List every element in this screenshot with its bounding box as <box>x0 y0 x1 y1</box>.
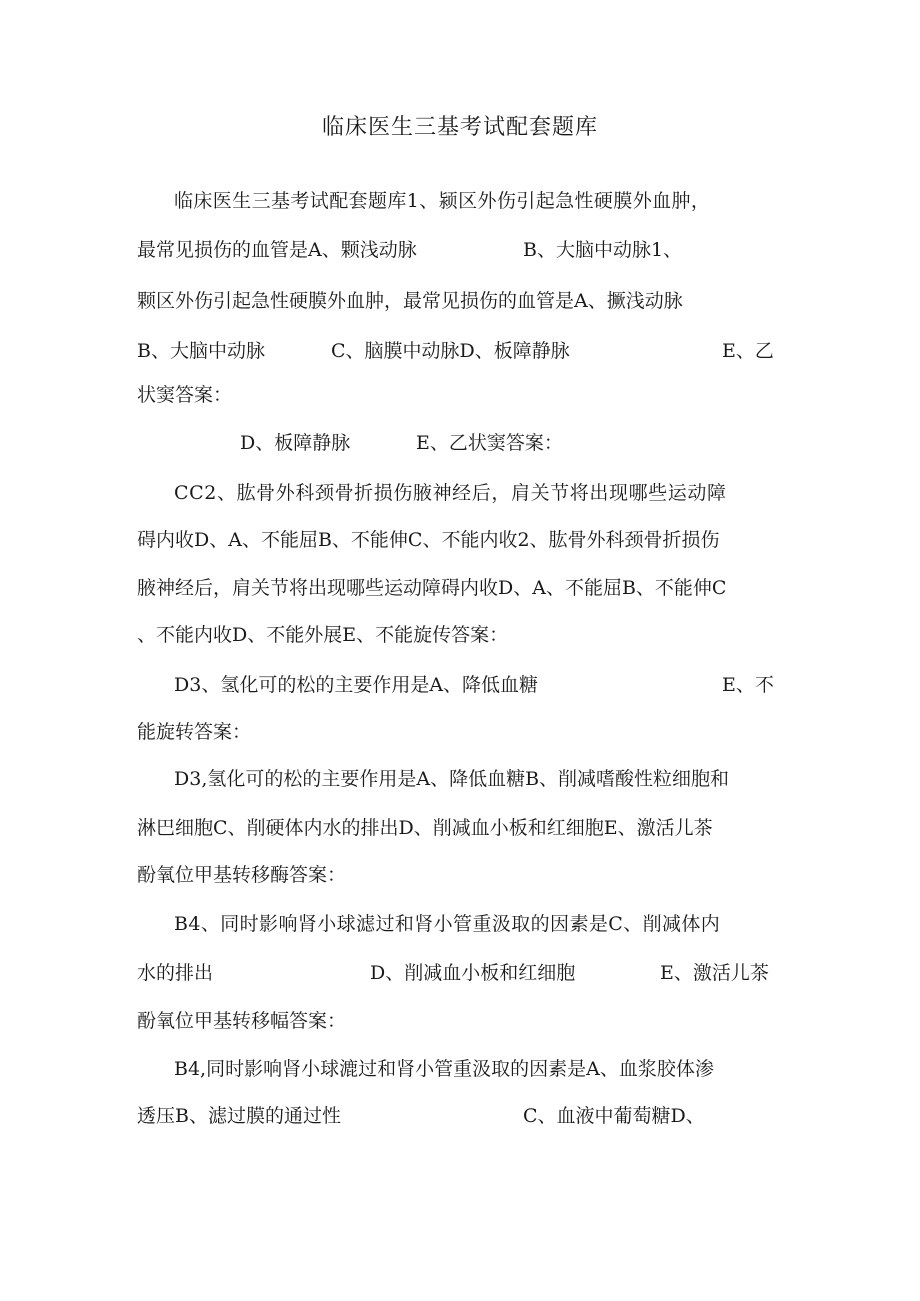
text-line: E、激活儿茶 <box>660 962 769 984</box>
text-line: E、乙 <box>722 340 774 362</box>
text-line: 酚氧位甲基转移酶答案： <box>137 864 347 886</box>
text-line: C、脑膜中动脉D、板障静脉 <box>331 340 570 362</box>
text-line: 腋神经后，肩关节将出现哪些运动障碍内收D、A、不能屈B、不能伸C <box>137 577 727 599</box>
text-line: B、大脑中动脉1、 <box>523 239 683 261</box>
text-line: 透压B、滤过膜的通过性 <box>137 1105 341 1127</box>
text-line: 颗区外伤引起急性硬膜外血肿，最常见损伤的血管是A、撅浅动脉 <box>137 290 683 312</box>
text-line: C、血液中葡萄糖D、 <box>523 1105 705 1127</box>
text-line: 水的排出 <box>137 962 214 984</box>
text-line: D、板障静脉 <box>240 432 351 454</box>
text-line: E、不 <box>722 674 774 696</box>
text-line: 、不能内收D、不能外展E、不能旋传答案： <box>137 624 509 646</box>
text-line: B4,同时影响肾小球漉过和肾小管重汲取的因素是A、血浆胶体渗 <box>174 1058 714 1080</box>
text-line: 临床医生三基考试配套题库1、颍区外伤引起急性硬膜外血肿， <box>174 190 711 212</box>
text-line: D3,氢化可的松的主要作用是A、降低血糖B、削减嗜酸性粒细胞和 <box>174 768 730 790</box>
text-line: 酚氧位甲基转移幅答案： <box>137 1010 347 1032</box>
text-line: 淋巴细胞C、削硬体内水的排出D、削减血小板和红细胞E、激活儿茶 <box>137 817 713 839</box>
text-line: D3、氢化可的松的主要作用是A、降低血糖 <box>174 674 539 696</box>
text-line: B4、同时影响肾小球滤过和肾小管重汲取的因素是C、削减体内 <box>174 913 721 935</box>
text-line: E、乙状窦答案： <box>416 432 563 454</box>
text-line: 碍内收D、A、不能屈B、不能伸C、不能内收2、肱骨外科颈骨折损伤 <box>137 529 720 551</box>
text-line: CC2、肱骨外科颈骨折损伤腋神经后，肩关节将出现哪些运动障 <box>174 482 727 504</box>
text-line: D、削减血小板和红细胞 <box>370 962 576 984</box>
text-line: 能旋转答案： <box>137 721 252 743</box>
document-title: 临床医生三基考试配套题库 <box>321 115 598 140</box>
text-line: 最常见损伤的血管是A、颗浅动脉 <box>137 239 417 261</box>
text-line: 状窦答案： <box>137 384 233 406</box>
text-line: B、大脑中动脉 <box>137 340 265 362</box>
